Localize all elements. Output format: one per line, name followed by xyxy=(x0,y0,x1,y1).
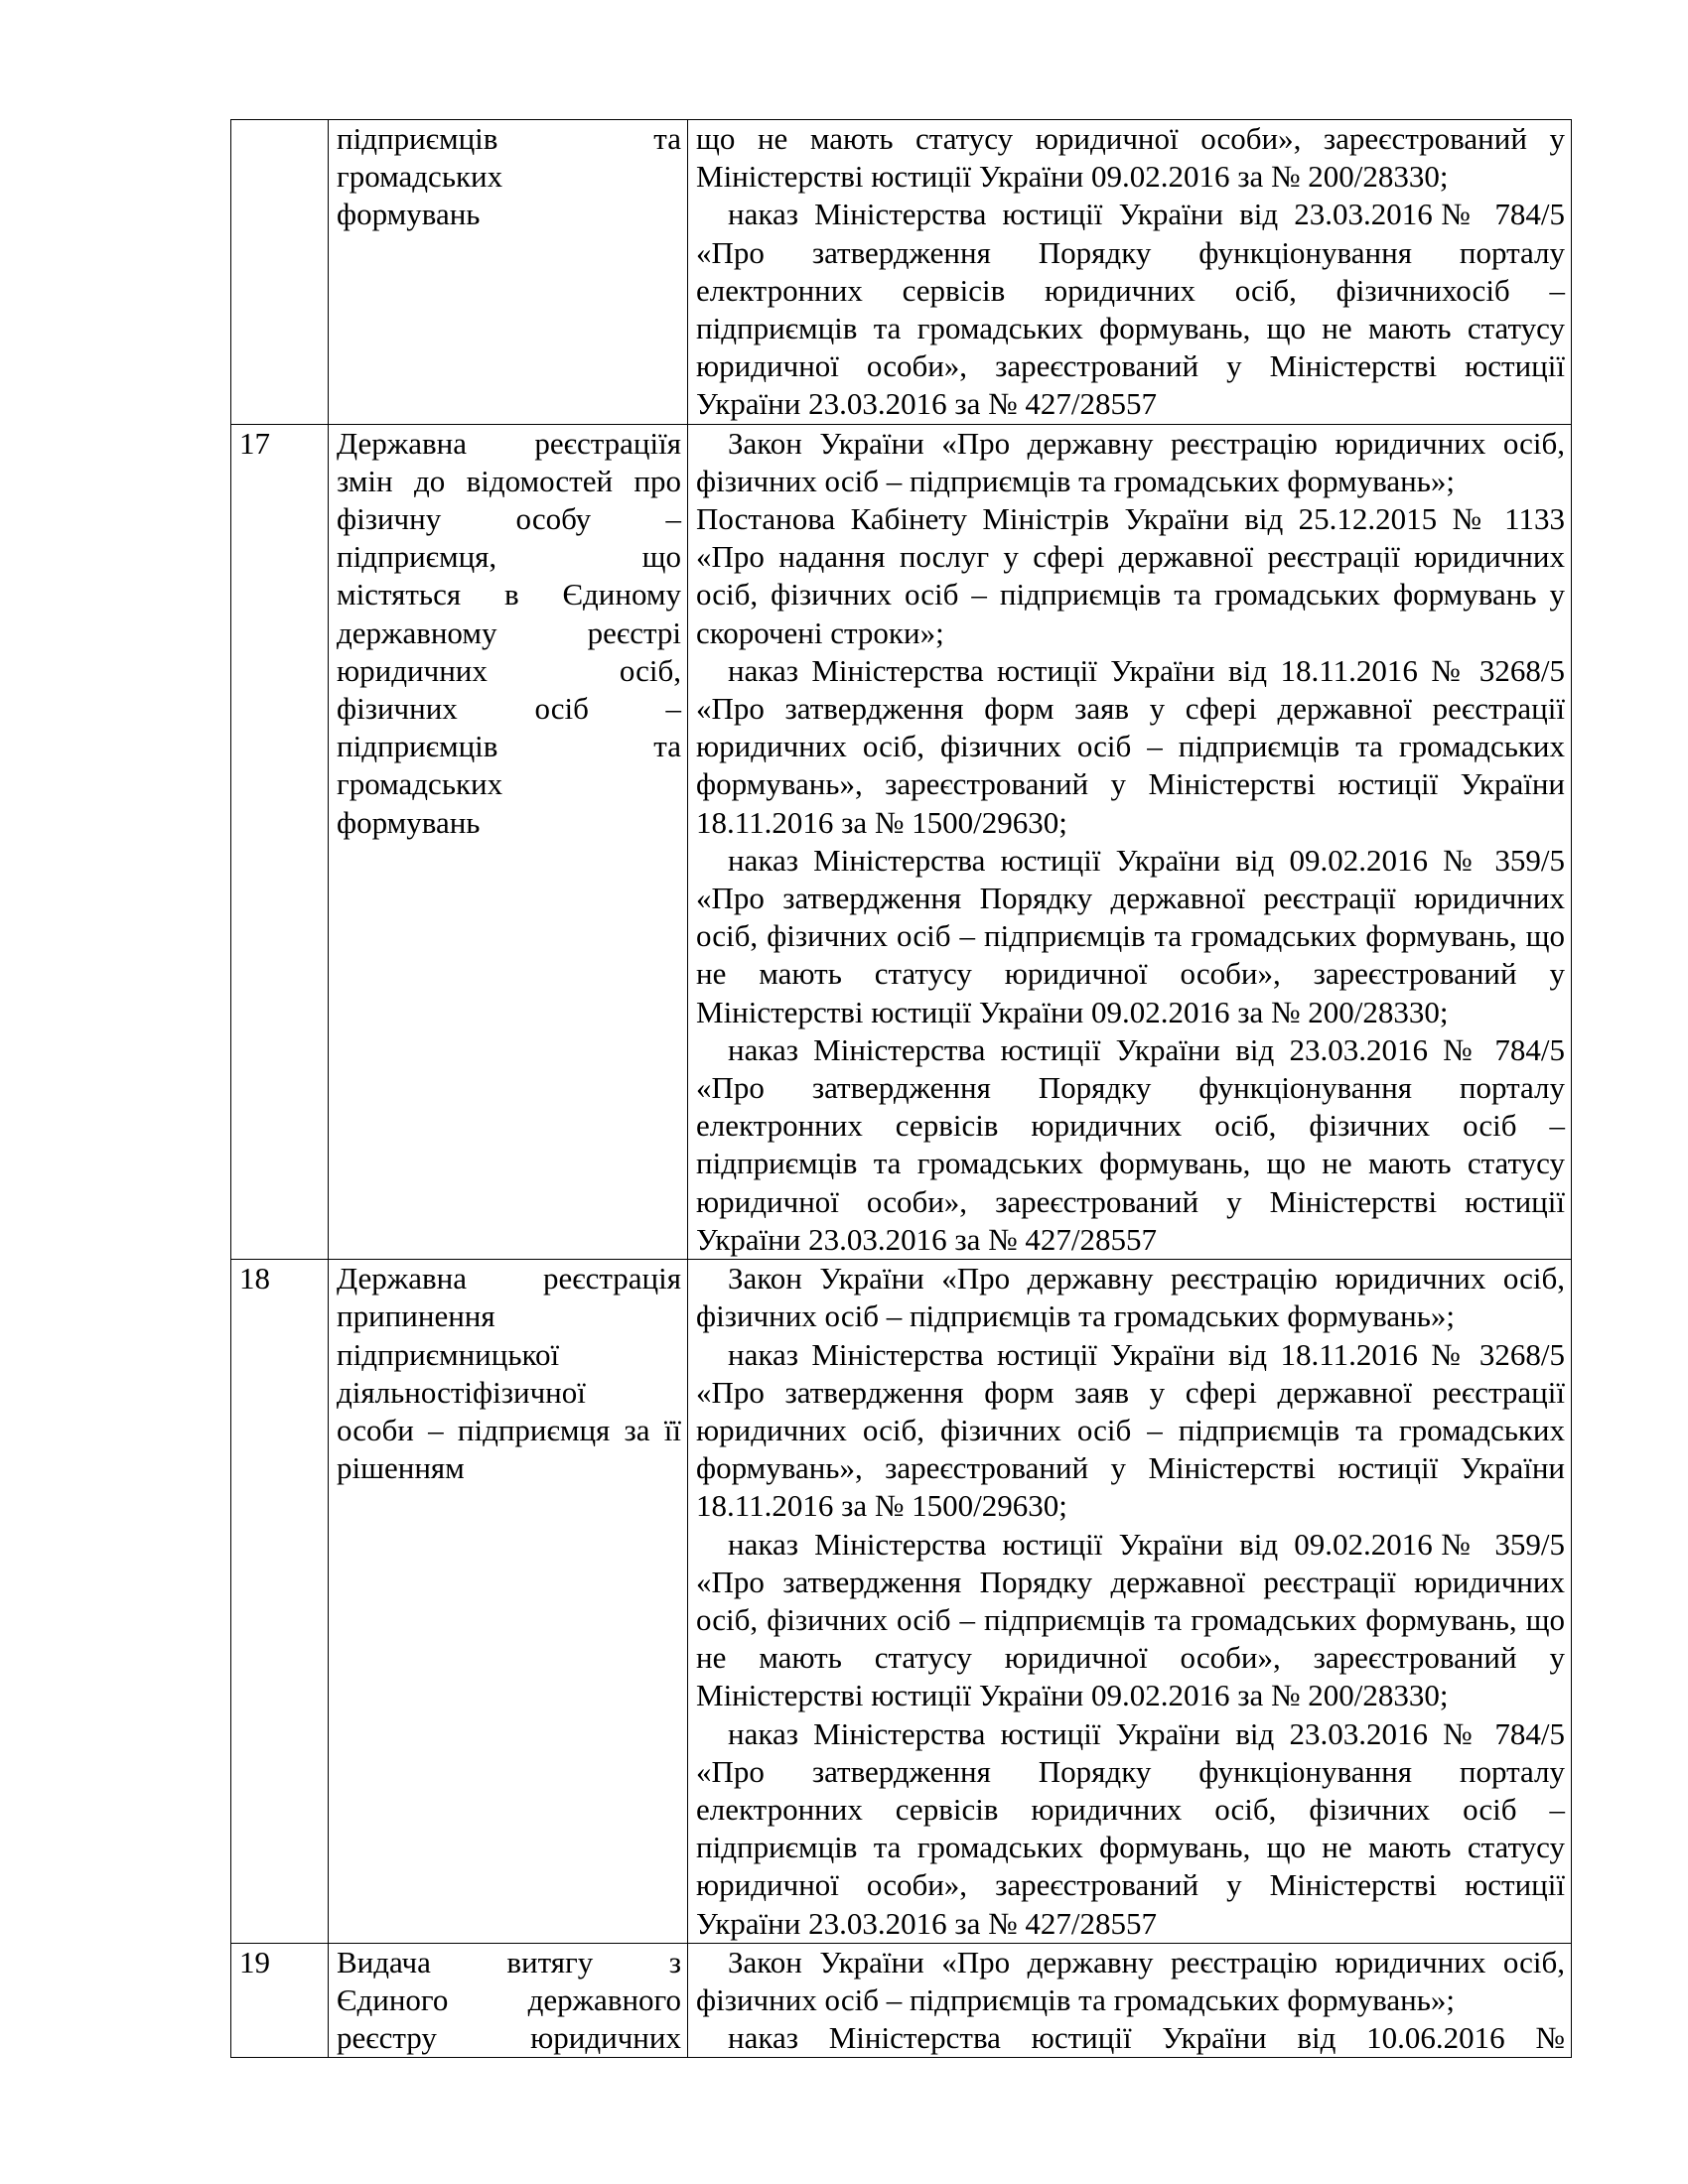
service-name-line: громадських xyxy=(337,766,503,802)
legal-basis xyxy=(688,424,1572,1259)
service-name-line: юридичних осіб, xyxy=(337,652,681,688)
row-number xyxy=(231,120,329,425)
service-name-line: Державна реєстраціїя xyxy=(337,425,681,461)
services-table-body xyxy=(231,120,1572,2058)
service-name-line: містяться в Єдиному xyxy=(337,577,681,613)
service-name-line: формувань xyxy=(337,197,481,232)
service-name-line: формувань xyxy=(337,804,481,840)
table-row xyxy=(231,424,1572,1259)
service-name-line: змін до відомостей про xyxy=(337,463,681,498)
legal-basis-paragraph: наказ Міністерства юстиції України від 23.03.2016 № 784/5 «Про затвердження Порядку функціонування порталу електронних сервісів юридичних осіб, фізичних осіб – підприємців та громадських формувань, що не мають статусу юридичної особи», зареєстрований у Міністерстві юстиції України 23.03.2016 за № 427/28557 xyxy=(696,1715,1565,1941)
legal-basis-paragraph: Постанова Кабінету Міністрів України від 25.12.2015 № 1133 «Про надання послуг у сфері державної реєстрації юридичних осіб, фізичних осіб – підприємців та громадських формувань у скорочені строки»; xyxy=(696,501,1565,650)
legal-basis-paragraph: наказ Міністерства юстиції України від 09.02.2016 № 359/5 «Про затвердження Порядку державної реєстрації юридичних осіб, фізичних осіб – підприємців та громадських формувань, що не мають статусу юридичної особи», зареєстрований у Міністерстві юстиції України 09.02.2016 за № 200/28330; xyxy=(696,842,1565,1029)
row-number: 18 xyxy=(231,1260,329,1944)
service-name-line: підприємців та xyxy=(337,729,681,764)
service-name-line: діяльностіфізичної xyxy=(337,1374,586,1410)
service-name-line: підприємницької xyxy=(337,1336,560,1372)
service-name xyxy=(329,1260,688,1944)
row-number: 17 xyxy=(231,424,329,1259)
service-name-line: Видача витягу з xyxy=(337,1944,681,1979)
legal-basis-paragraph: Закон України «Про державну реєстрацію юридичних осіб, фізичних осіб – підприємців та громадських формувань»; xyxy=(696,425,1565,498)
row-number: 19 xyxy=(231,1943,329,2058)
legal-basis-paragraph: наказ Міністерства юстиції України від 23.03.2016№ 784/5 «Про затвердження Порядку функціонування порталу електронних сервісів юридичних осіб, фізичнихосіб – підприємців та громадських формувань, що не мають статусу юридичної особи», зареєстрований у Міністерстві юстиції України 23.03.2016 за № 427/28557 xyxy=(696,197,1565,422)
service-name-line: реєстру юридичних xyxy=(337,2020,681,2056)
service-name-line: громадських xyxy=(337,159,503,195)
table-row xyxy=(231,120,1572,425)
service-name-line: Єдиного державного xyxy=(337,1981,681,2017)
service-name-line: державному реєстрі xyxy=(337,614,681,650)
legal-basis-paragraph: Закон України «Про державну реєстрацію юридичних осіб, фізичних осіб – підприємців та громадських формувань»; xyxy=(696,1261,1565,1334)
legal-basis-paragraph: наказ Міністерства юстиції України від 18.11.2016 № 3268/5 «Про затвердження форм заяв у сфері державної реєстрації юридичних осіб, фізичних осіб – підприємців та громадських формувань», зареєстрований у Міністерстві юстиції України 18.11.2016 за № 1500/29630; xyxy=(696,652,1565,840)
table-row xyxy=(231,1943,1572,2058)
service-name-line: рішенням xyxy=(337,1450,465,1486)
service-name-line: підприємця, що xyxy=(337,539,681,575)
legal-basis xyxy=(688,1260,1572,1944)
legal-basis-paragraph: що не мають статусу юридичної особи», зареєстрований у Міністерстві юстиції України 09.02.2016 за № 200/28330; xyxy=(696,121,1565,195)
service-name-line: особи – підприємця за її xyxy=(337,1412,681,1447)
legal-basis xyxy=(688,1943,1572,2058)
service-name xyxy=(329,120,688,425)
legal-basis-paragraph: наказ Міністерства юстиції України від 23.03.2016 № 784/5 «Про затвердження Порядку функціонування порталу електронних сервісів юридичних осіб, фізичних осіб – підприємців та громадських формувань, що не мають статусу юридичної особи», зареєстрований у Міністерстві юстиції України 23.03.2016 за № 427/28557 xyxy=(696,1031,1565,1257)
service-name-line: припинення xyxy=(337,1298,495,1334)
legal-basis-paragraph: наказ Міністерства юстиції України від 18.11.2016 № 3268/5 «Про затвердження форм заяв у сфері державної реєстрації юридичних осіб, фізичних осіб – підприємців та громадських формувань», зареєстрований у Міністерстві юстиції України 18.11.2016 за № 1500/29630; xyxy=(696,1336,1565,1524)
document-page xyxy=(230,119,1571,2058)
table-row xyxy=(231,1260,1572,1944)
service-name xyxy=(329,424,688,1259)
service-name-line: Державна реєстрація xyxy=(337,1261,681,1297)
services-table xyxy=(230,119,1572,2058)
service-name-line: підприємців та xyxy=(337,121,681,156)
legal-basis-paragraph: Закон України «Про державну реєстрацію юридичних осіб, фізичних осіб – підприємців та громадських формувань»; xyxy=(696,1944,1565,2017)
legal-basis-paragraph: наказ Міністерства юстиції України від 09.02.2016№ 359/5 «Про затвердження Порядку державної реєстрації юридичних осіб, фізичних осіб – підприємців та громадських формувань, що не мають статусу юридичної особи», зареєстрований у Міністерстві юстиції України 09.02.2016 за № 200/28330; xyxy=(696,1526,1565,1713)
legal-basis xyxy=(688,120,1572,425)
service-name xyxy=(329,1943,688,2058)
legal-basis-paragraph: наказ Міністерства юстиції України від 10.06.2016 № xyxy=(728,2020,1565,2056)
service-name-line: фізичну особу – xyxy=(337,501,681,537)
service-name-line: фізичних осіб – xyxy=(337,691,681,727)
